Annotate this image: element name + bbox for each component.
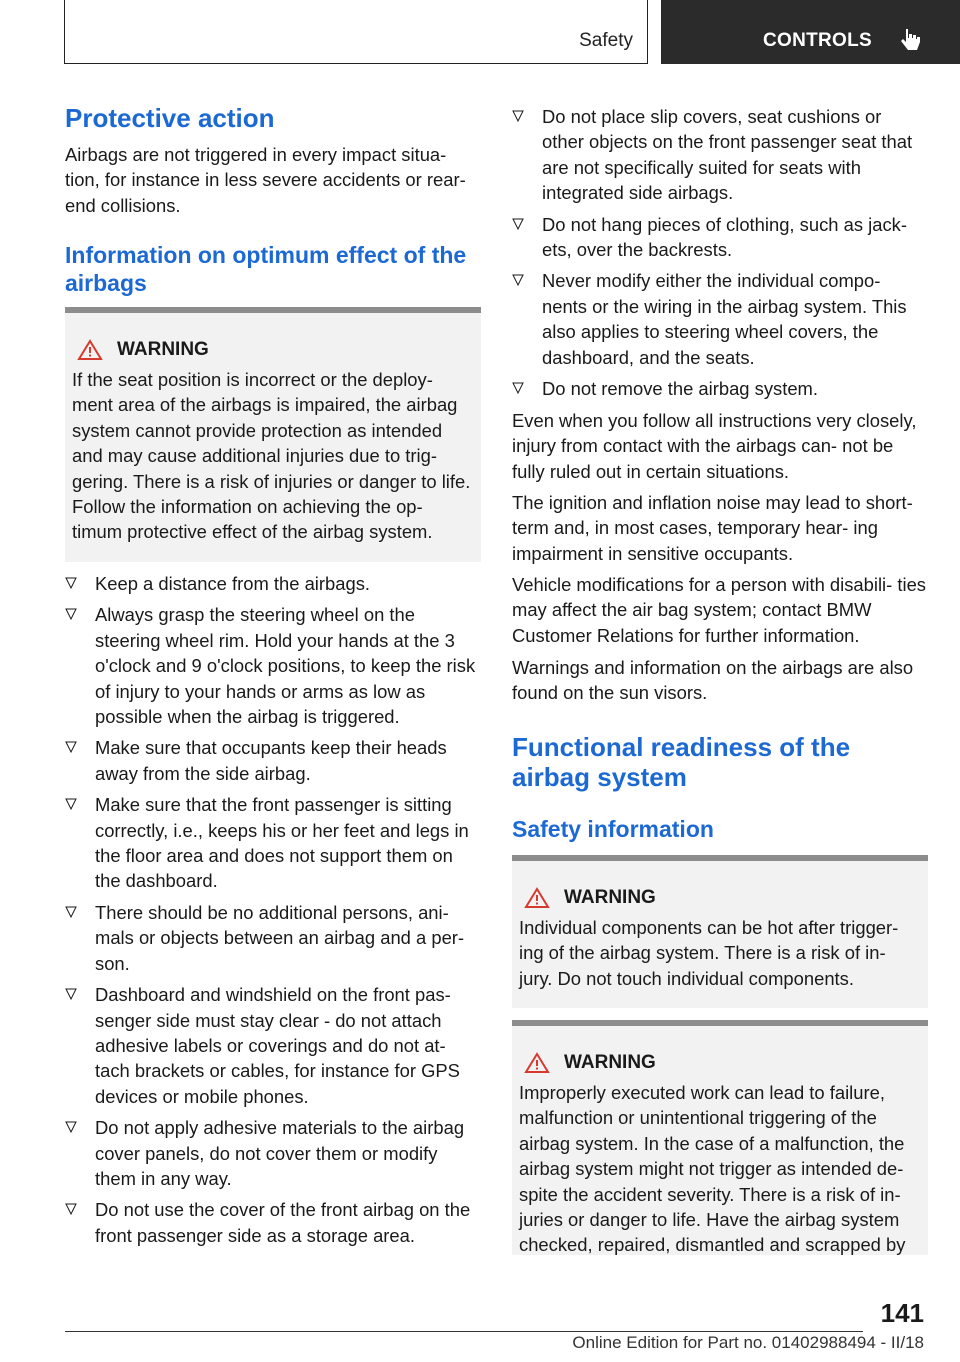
functional-readiness-heading: Functional readiness of the airbag system xyxy=(512,732,851,792)
warning-title: WARNING xyxy=(524,887,928,909)
paragraph: Even when you follow all instructions very closely, injury from contact with the airbags can- not be fully ruled out in certain situations. xyxy=(512,410,917,482)
page-number: 141 xyxy=(880,1298,924,1328)
triangle-bullet-icon xyxy=(65,988,77,1000)
triangle-bullet-icon xyxy=(512,274,524,286)
protective-action-text: Airbags are not triggered in every impact situa- tion, for instance in less severe accidents or rear- end collisions. xyxy=(65,144,466,216)
triangle-bullet-icon xyxy=(65,577,77,589)
list-item: Never modify either the individual compo- nents or the wiring in the airbag system. This also applies to steering wheel covers, the dashboard, and the seats. xyxy=(512,268,928,370)
right-bullet-list xyxy=(512,104,928,401)
list-item: Do not place slip covers, seat cushions or other objects on the front passenger seat that are not specifically suited for seats with integrated side airbags. xyxy=(512,104,928,206)
triangle-bullet-icon xyxy=(512,218,524,230)
list-item: Make sure that occupants keep their heads away from the side airbag. xyxy=(65,735,481,786)
optimum-effect-heading: Information on optimum effect of the airbags xyxy=(65,242,467,296)
triangle-bullet-icon xyxy=(65,906,77,918)
list-item: Do not hang pieces of clothing, such as jack- ets, over the backrests. xyxy=(512,212,928,263)
list-item: Do not remove the airbag system. xyxy=(512,376,928,401)
safety-information-heading: Safety information xyxy=(512,816,714,842)
triangle-bullet-icon xyxy=(65,1121,77,1133)
footer-divider xyxy=(65,1331,863,1332)
warning-text: If the seat position is incorrect or the deploy- ment area of the airbags is impaired, the airbag system cannot provide protection as intended and may cause additional injuries due to trig- gering. There is a risk of injuries or danger to life. Follow the information on achieving the op- timum protective effect of the airbag system. xyxy=(72,369,471,543)
list-item: Do not use the cover of the front airbag on the front passenger side as a storage area. xyxy=(65,1197,481,1248)
left-bullet-list xyxy=(65,571,481,1248)
triangle-bullet-icon xyxy=(512,110,524,122)
triangle-bullet-icon xyxy=(65,1203,77,1215)
paragraph: The ignition and inflation noise may lead to short-term and, in most cases, temporary hear- ing impairment in sensitive occupants. xyxy=(512,492,913,564)
chapter-title: CONTROLS xyxy=(763,30,873,51)
section-title: Safety xyxy=(579,30,633,51)
warning-text: Individual components can be hot after trigger- ing of the airbag system. There is a risk of in- jury. Do not touch individual components. xyxy=(519,917,899,989)
edition-text: Online Edition for Part no. 01402988494 - II/18 xyxy=(572,1333,924,1352)
warning-title: WARNING xyxy=(77,339,481,361)
header-chapter-box xyxy=(661,0,960,64)
protective-action-heading: Protective action xyxy=(65,103,275,133)
hand-pointer-icon xyxy=(897,27,923,53)
warning-title: WARNING xyxy=(524,1052,928,1074)
triangle-bullet-icon xyxy=(65,798,77,810)
triangle-bullet-icon xyxy=(65,608,77,620)
paragraph: Vehicle modifications for a person with disabili- ties may affect the air bag system; contact BMW Customer Relations for further information. xyxy=(512,574,926,646)
list-item: Keep a distance from the airbags. xyxy=(65,571,481,596)
triangle-bullet-icon xyxy=(512,382,524,394)
header-section-box xyxy=(64,0,648,64)
paragraph: Warnings and information on the airbags are also found on the sun visors. xyxy=(512,657,914,704)
warning-text: Improperly executed work can lead to failure, malfunction or unintentional triggering of the airbag system. In the case of a malfunction, the airbag system might not trigger as intended de- spite the accident severity. There is a risk of in- juries or danger to life. Have the airbag system checked, repaired, dismantled and scrapped by xyxy=(519,1082,906,1255)
warning-box-hot-components xyxy=(512,855,928,1008)
warning-triangle-icon xyxy=(524,887,550,909)
warning-triangle-icon xyxy=(77,339,103,361)
warning-box-improper-work xyxy=(512,1020,928,1255)
list-item: There should be no additional persons, ani- mals or objects between an airbag and a per- son. xyxy=(65,900,481,976)
list-item: Always grasp the steering wheel on the steering wheel rim. Hold your hands at the 3 o'clock and 9 o'clock positions, to keep the risk of injury to your hands or arms as low as possible when the airbag is triggered. xyxy=(65,602,481,729)
warning-triangle-icon xyxy=(524,1052,550,1074)
warning-box-seat-position xyxy=(65,307,481,562)
triangle-bullet-icon xyxy=(65,741,77,753)
list-item: Dashboard and windshield on the front pas- senger side must stay clear - do not attach adhesive labels or coverings and do not at- tach brackets or cables, for instance for GPS devices or mobile phones. xyxy=(65,982,481,1109)
list-item: Make sure that the front passenger is sitting correctly, i.e., keeps his or her feet and legs in the floor area and does not support them on the dashboard. xyxy=(65,792,481,894)
list-item: Do not apply adhesive materials to the airbag cover panels, do not cover them or modify them in any way. xyxy=(65,1115,481,1191)
